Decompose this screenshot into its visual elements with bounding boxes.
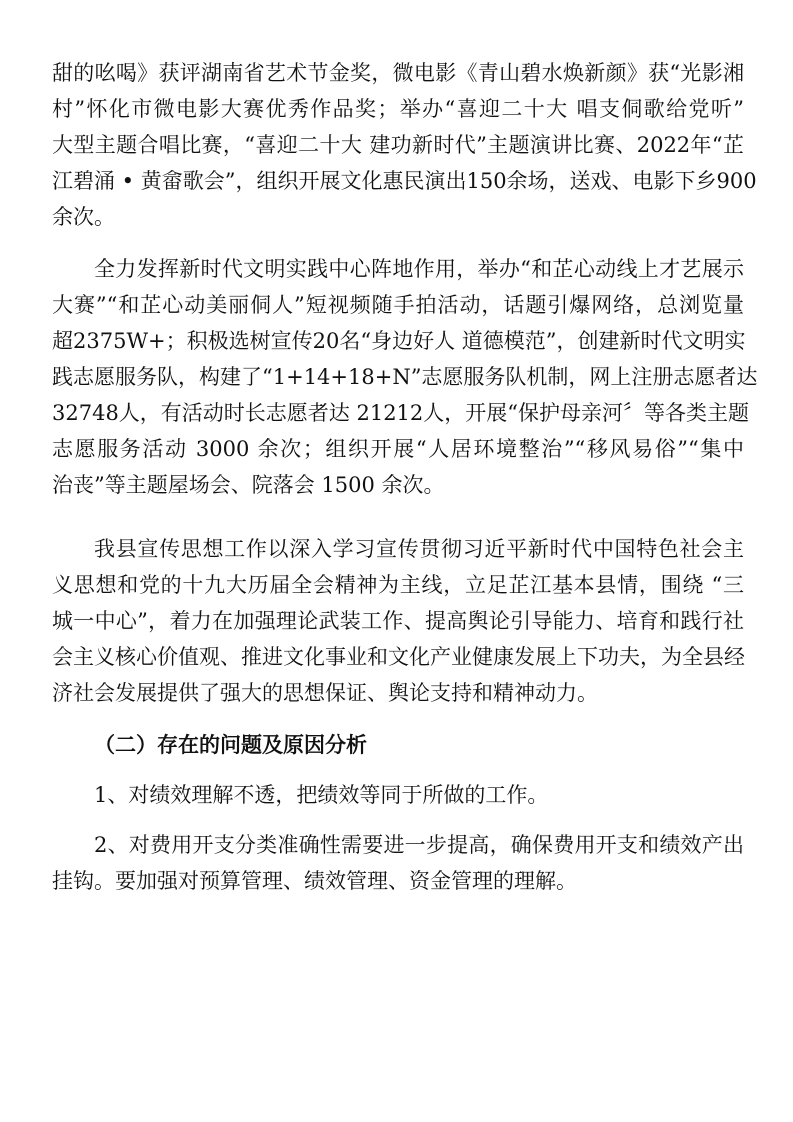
paragraph-1-line-4: 江碧涌 • 黄畲歌会”，组织开展文化惠民演出150余场，送戏、电影下乡900 <box>52 169 757 193</box>
paragraph-3-line-5: 济社会发展提供了强大的思想保证、舆论支持和精神动力。 <box>52 681 598 705</box>
paragraph-3-line-1: 我县宣传思想工作以深入学习宣传贯彻习近平新时代中国特色社会主 <box>94 537 744 561</box>
paragraph-3-line-2: 义思想和党的十九大历届全会精神为主线，立足芷江基本县情，围绕 “三 <box>52 573 744 597</box>
paragraph-2-line-1: 全力发挥新时代文明实践中心阵地作用，举办“和芷心动线上才艺展示 <box>94 257 744 281</box>
paragraph-2-line-3: 超2375W+；积极选树宣传20名“身边好人 道德模范”，创建新时代文明实 <box>52 329 746 353</box>
paragraph-1-line-1: 甜的吆喝》获评湖南省艺术节金奖，微电影《青山碧水焕新颜》获“光影湘 <box>52 61 744 85</box>
paragraph-2-line-6: 志愿服务活动 3000 余次；组织开展“人居环境整治”“移风易俗”“集中 <box>52 437 744 461</box>
paragraph-2-line-4: 践志愿服务队，构建了“1+14+18+N”志愿服务队机制，网上注册志愿者达 <box>52 365 758 389</box>
paragraph-3-line-4: 会主义核心价值观、推进文化事业和文化产业健康发展上下功夫，为全县经 <box>52 645 745 669</box>
paragraph-1-line-5: 余次。 <box>52 205 115 229</box>
paragraph-3-line-3: 城一中心”，着力在加强理论武装工作、提高舆论引导能力、培育和践行社 <box>52 609 744 633</box>
paragraph-2-line-5: 32748人，有活动时长志愿者达 21212人，开展“保护母亲河〞等各类主题 <box>52 401 750 425</box>
problem-item-2-line-1: 2、对费用开支分类准确性需要进一步提高，确保费用开支和绩效产出 <box>94 833 744 857</box>
paragraph-1-line-3: 大型主题合唱比赛，“喜迎二十大 建功新时代”主题演讲比赛、2022年“芷 <box>52 133 744 157</box>
problem-item-2-line-2: 挂钩。要加强对预算管理、绩效管理、资金管理的理解。 <box>52 869 577 893</box>
paragraph-2-line-7: 治丧”等主题屋场会、院落会 1500 余次。 <box>52 473 445 497</box>
paragraph-1-line-2: 村”怀化市微电影大赛优秀作品奖；举办“喜迎二十大 唱支侗歌给党听” <box>52 97 744 121</box>
problem-item-1: 1、对绩效理解不透，把绩效等同于所做的工作。 <box>94 783 549 807</box>
section-heading: （二）存在的问题及原因分析 <box>94 732 367 757</box>
paragraph-2-line-2: 大赛”“和芷心动美丽侗人”短视频随手拍活动，话题引爆网络，总浏览量 <box>52 293 744 317</box>
